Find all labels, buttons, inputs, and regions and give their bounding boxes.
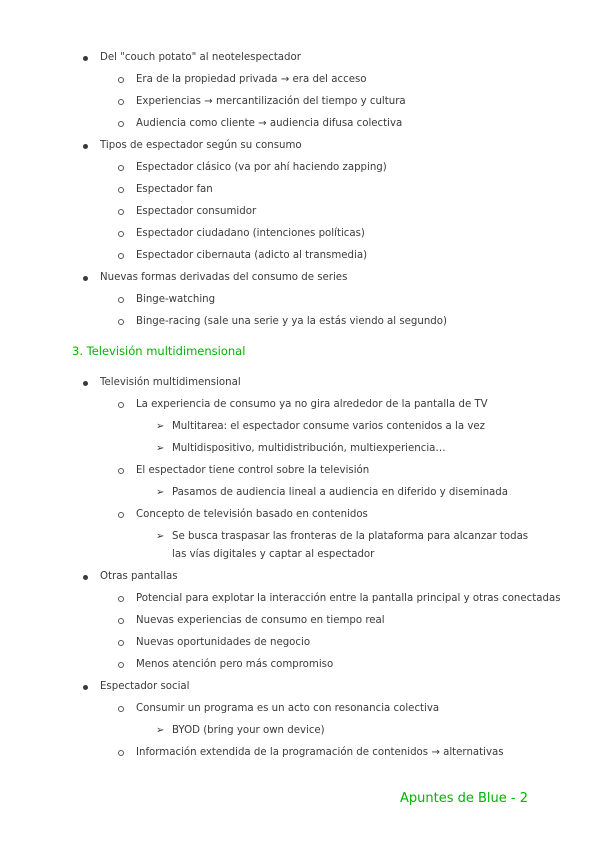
sub-bullet-item xyxy=(0,179,600,201)
bullet-item xyxy=(0,676,600,764)
section-title: 3. Televisión multidimensional xyxy=(72,344,246,358)
bullet-text: Del "couch potato" al neotelespectador xyxy=(100,52,301,63)
bullet-text: Experiencias → mercantilización del tiempo y cultura xyxy=(136,96,406,107)
bullet-text: Se busca traspasar las fronteras de la plataforma para alcanzar todas las vías digitales y captar al espectador xyxy=(172,531,529,560)
bullet-text: Binge-watching xyxy=(136,294,216,305)
bullet-text: Espectador clásico (va por ahí haciendo zapping) xyxy=(136,162,387,173)
bullet-text: Multidispositivo, multidistribución, multiexperiencia… xyxy=(172,443,446,454)
arrow-bullet-item xyxy=(0,482,600,504)
hollow-bullet-icon xyxy=(118,209,124,215)
bullet-text: Multitarea: el espectador consume varios contenidos a la vez xyxy=(172,421,485,432)
sub-bullet-item xyxy=(0,201,600,223)
bullet-text: Información extendida de la programación de contenidos → alternativas xyxy=(136,747,504,758)
hollow-bullet-icon xyxy=(118,750,124,756)
hollow-bullet-icon xyxy=(118,640,124,646)
bullet-text: Nuevas formas derivadas del consumo de series xyxy=(100,272,348,283)
bullet-text: Pasamos de audiencia lineal a audiencia en diferido y diseminada xyxy=(172,487,508,498)
sub-bullet-item xyxy=(0,394,600,460)
sub-bullet-item xyxy=(0,157,600,179)
bullet-text: Nuevas experiencias de consumo en tiempo real xyxy=(136,615,385,626)
sub-bullet-item xyxy=(0,504,600,566)
sub-bullet-item xyxy=(0,113,600,135)
bullet-text: La experiencia de consumo ya no gira alrededor de la pantalla de TV xyxy=(136,399,488,410)
bullet-item xyxy=(0,372,600,566)
sub-bullet-item xyxy=(0,588,600,610)
bullet-text: Espectador social xyxy=(100,681,190,692)
bullet-text: Nuevas oportunidades de negocio xyxy=(136,637,311,648)
hollow-bullet-icon xyxy=(118,662,124,668)
sub-bullet-item xyxy=(0,654,600,676)
sub-bullet-item xyxy=(0,245,600,267)
bullet-text: Audiencia como cliente → audiencia difusa colectiva xyxy=(136,118,403,129)
hollow-bullet-icon xyxy=(118,187,124,193)
bullet-item xyxy=(0,267,600,333)
bullet-text: Potencial para explotar la interacción entre la pantalla principal y otras conectadas xyxy=(136,593,561,604)
bullet-text: Espectador ciudadano (intenciones políticas) xyxy=(136,228,365,239)
hollow-bullet-icon xyxy=(118,468,124,474)
filled-bullet-icon xyxy=(83,56,88,61)
arrow-bullet-icon: ➢ xyxy=(156,443,165,454)
bullet-text: BYOD (bring your own device) xyxy=(172,725,325,736)
bullet-text: Consumir un programa es un acto con resonancia colectiva xyxy=(136,703,440,714)
arrow-bullet-icon: ➢ xyxy=(156,487,165,498)
arrow-bullet-item xyxy=(0,416,600,438)
hollow-bullet-icon xyxy=(118,706,124,712)
hollow-bullet-icon xyxy=(118,402,124,408)
bullet-text: Otras pantallas xyxy=(100,571,178,582)
bullet-text: Concepto de televisión basado en contenidos xyxy=(136,509,368,520)
arrow-bullet-icon: ➢ xyxy=(156,421,165,432)
bullet-text: El espectador tiene control sobre la televisión xyxy=(136,465,370,476)
filled-bullet-icon xyxy=(83,575,88,580)
filled-bullet-icon xyxy=(83,144,88,149)
bullet-text: Era de la propiedad privada → era del acceso xyxy=(136,74,367,85)
sub-bullet-item xyxy=(0,698,600,742)
arrow-bullet-icon: ➢ xyxy=(156,531,165,542)
hollow-bullet-icon xyxy=(118,297,124,303)
filled-bullet-icon xyxy=(83,685,88,690)
bullet-text: Televisión multidimensional xyxy=(100,377,241,388)
hollow-bullet-icon xyxy=(118,253,124,259)
sub-bullet-item xyxy=(0,289,600,311)
sub-bullet-item xyxy=(0,632,600,654)
sub-bullet-item xyxy=(0,742,600,764)
hollow-bullet-icon xyxy=(118,512,124,518)
hollow-bullet-icon xyxy=(118,618,124,624)
arrow-bullet-item xyxy=(0,526,600,566)
outline-part-2 xyxy=(0,372,600,764)
outline-part-1 xyxy=(0,47,600,333)
bullet-text: Espectador cibernauta (adicto al transmedia) xyxy=(136,250,368,261)
hollow-bullet-icon xyxy=(118,121,124,127)
hollow-bullet-icon xyxy=(118,99,124,105)
sub-bullet-item xyxy=(0,610,600,632)
bullet-text: Binge-racing (sale una serie y ya la estás viendo al segundo) xyxy=(136,316,447,327)
bullet-text: Espectador fan xyxy=(136,184,213,195)
sub-bullet-item xyxy=(0,311,600,333)
sub-bullet-item xyxy=(0,69,600,91)
sub-bullet-item xyxy=(0,91,600,113)
hollow-bullet-icon xyxy=(118,165,124,171)
bullet-text: Tipos de espectador según su consumo xyxy=(100,140,302,151)
filled-bullet-icon xyxy=(83,381,88,386)
arrow-bullet-item xyxy=(0,438,600,460)
hollow-bullet-icon xyxy=(118,231,124,237)
bullet-item xyxy=(0,566,600,676)
sub-bullet-item xyxy=(0,223,600,245)
arrow-bullet-icon: ➢ xyxy=(156,725,165,736)
hollow-bullet-icon xyxy=(118,319,124,325)
arrow-bullet-item xyxy=(0,720,600,742)
sub-bullet-item xyxy=(0,460,600,504)
bullet-item xyxy=(0,47,600,135)
bullet-item xyxy=(0,135,600,267)
bullet-text: Menos atención pero más compromiso xyxy=(136,659,334,670)
hollow-bullet-icon xyxy=(118,596,124,602)
page-footer: Apuntes de Blue - 2 xyxy=(399,791,528,806)
hollow-bullet-icon xyxy=(118,77,124,83)
bullet-text: Espectador consumidor xyxy=(136,206,257,217)
filled-bullet-icon xyxy=(83,276,88,281)
